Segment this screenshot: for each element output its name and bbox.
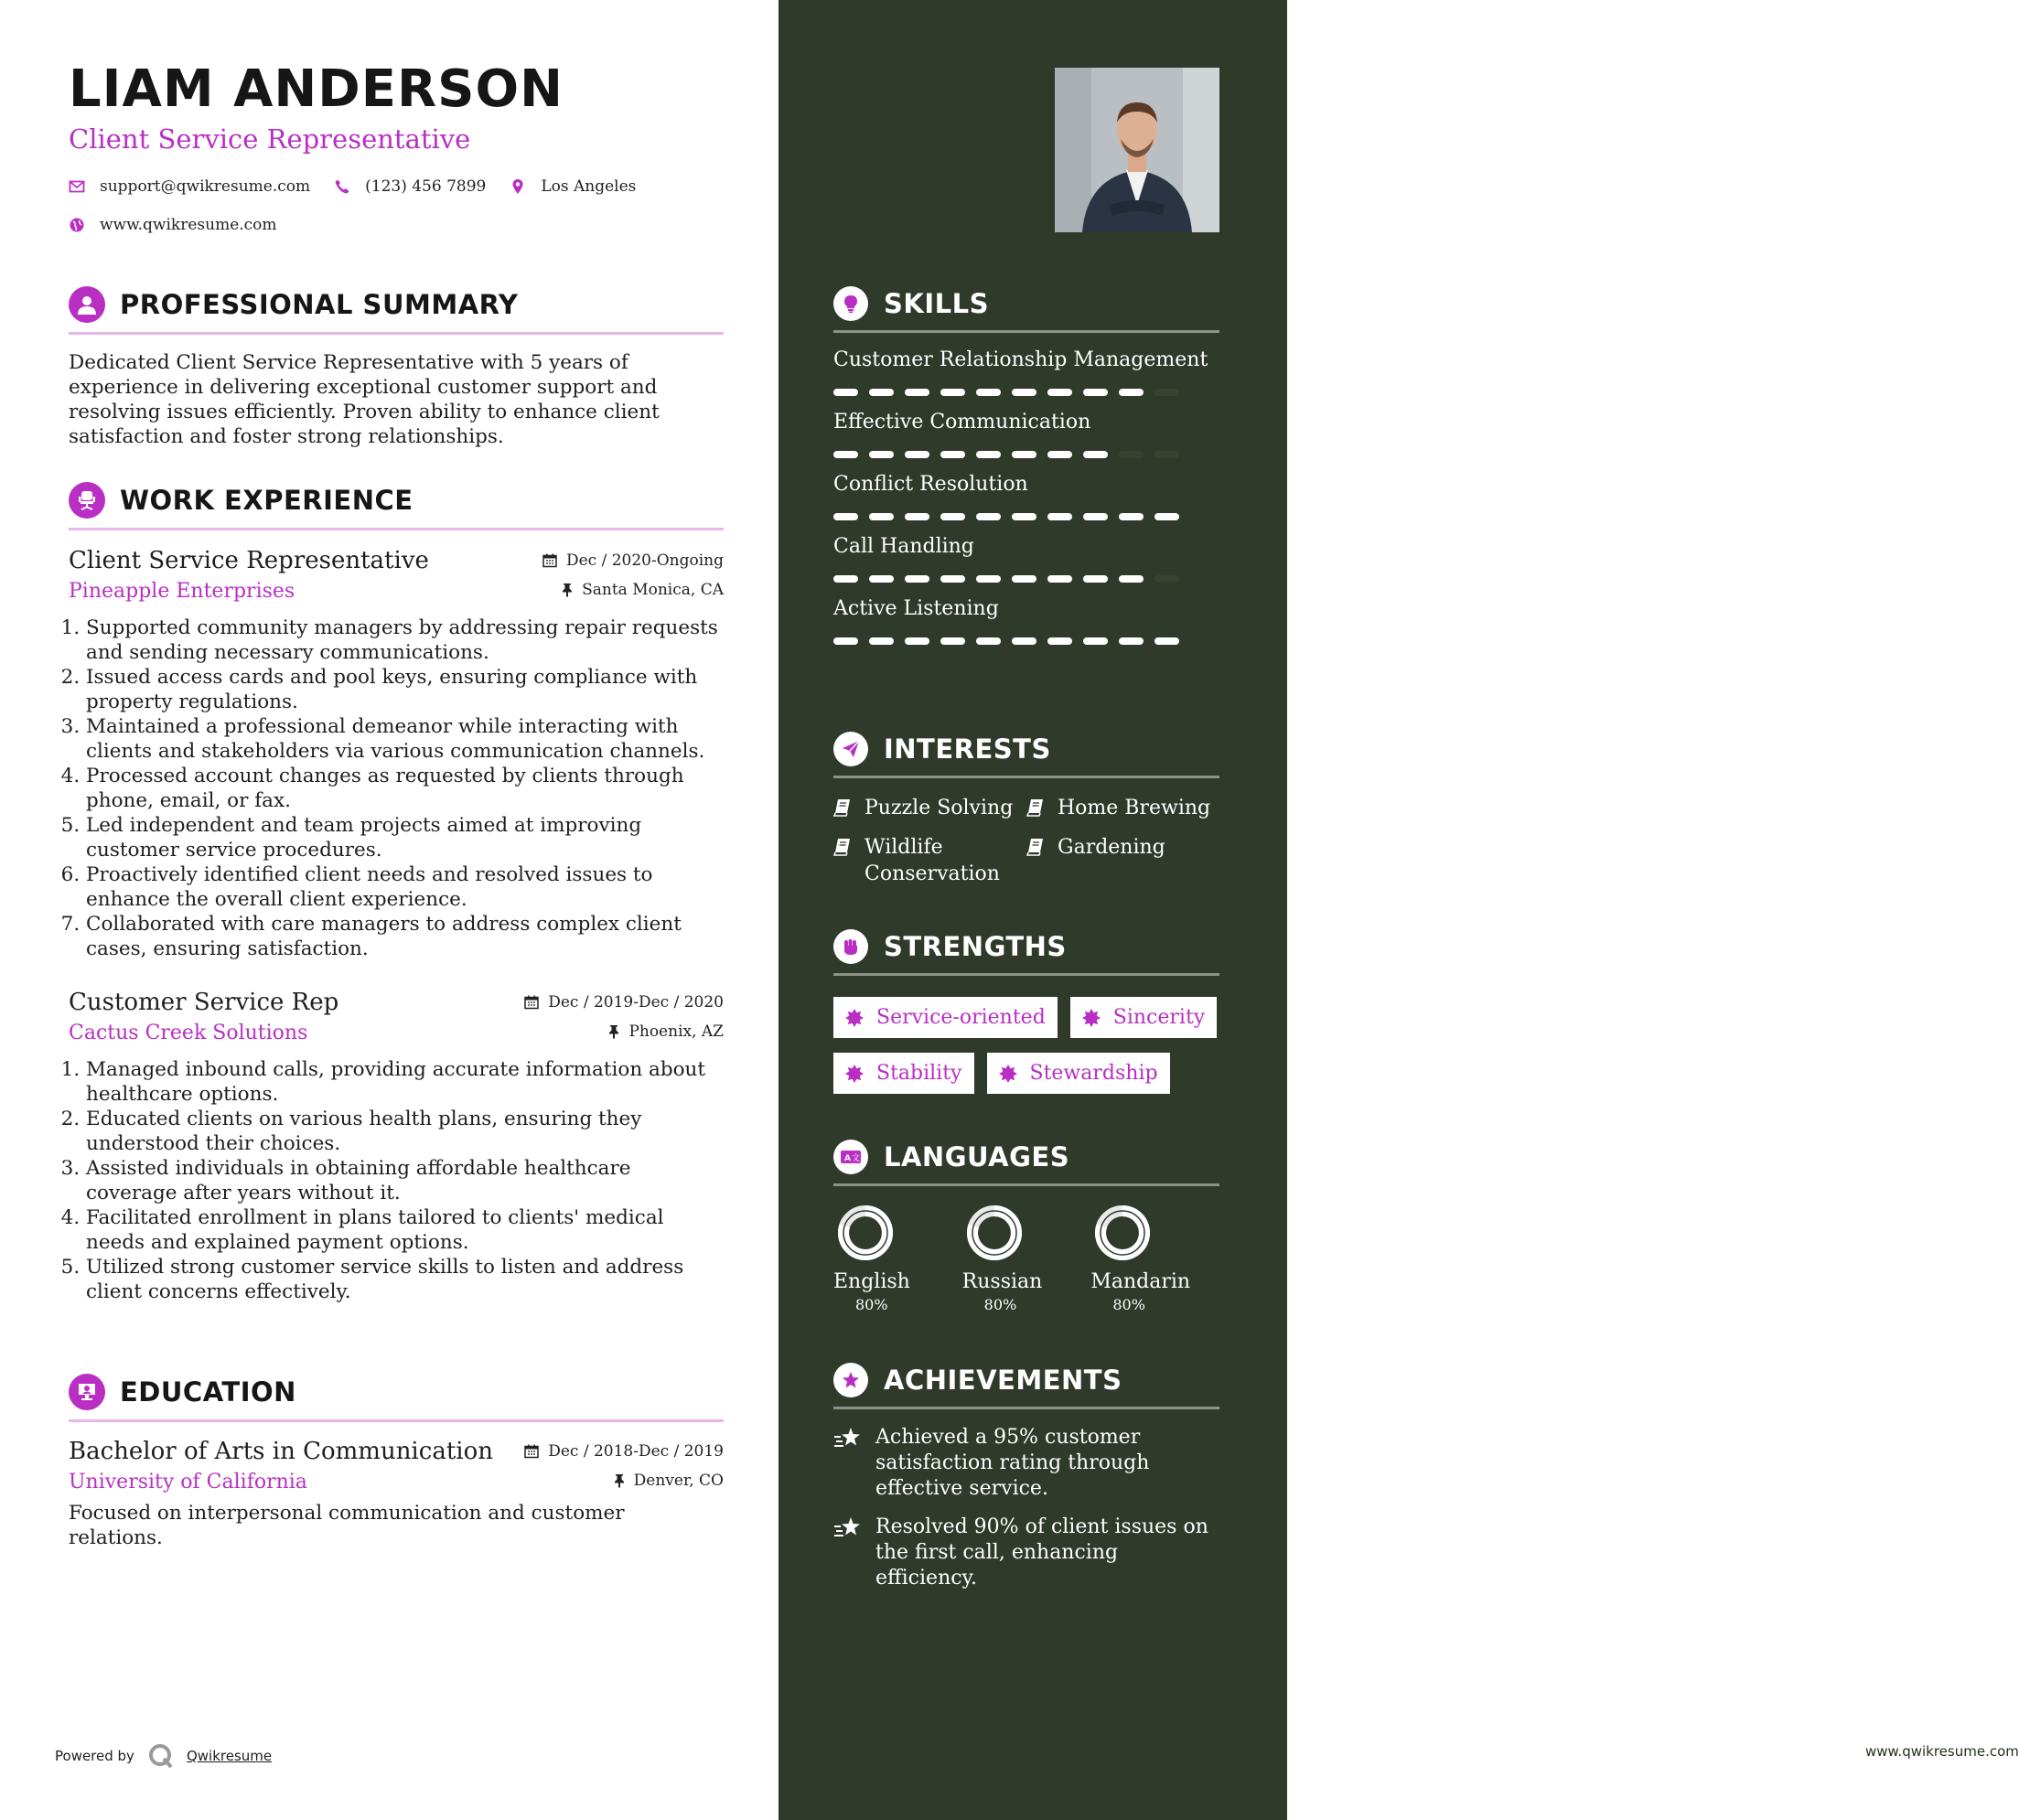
language-name: English [833, 1270, 910, 1293]
rating-dot [869, 389, 894, 396]
contact-row-2 [69, 216, 301, 234]
contact-phone[interactable] [334, 177, 486, 196]
powered-by-text: Powered by [55, 1748, 134, 1764]
rating-dot [905, 575, 929, 583]
pushpin-icon [608, 1024, 619, 1039]
job-location-text: Phoenix, AZ [628, 1022, 724, 1041]
interest-label: Wildlife Conservation [865, 836, 1000, 885]
duties-list [69, 616, 724, 961]
rating-dot [905, 513, 929, 520]
language-percent: 80% [855, 1296, 888, 1313]
rating-dot [976, 513, 1001, 520]
rating-dot [940, 389, 965, 396]
strength-label: Stability [876, 1062, 962, 1085]
summary-section [69, 286, 724, 449]
school-name: University of California [69, 1471, 307, 1493]
skill-rating [833, 637, 1219, 645]
user-icon [69, 286, 105, 323]
rating-dot [1154, 575, 1179, 583]
rating-dot [1154, 513, 1179, 520]
skill-name: Customer Relationship Management [833, 348, 1208, 371]
rating-dot [1047, 513, 1072, 520]
strength-chip [833, 997, 1058, 1038]
education-header [69, 1374, 724, 1422]
lightbulb-icon [833, 286, 868, 321]
book-icon [1026, 838, 1045, 856]
rating-dot [940, 451, 965, 458]
calendar-icon [524, 1444, 539, 1459]
languages-header [833, 1140, 1219, 1186]
book-icon [833, 838, 852, 856]
company-name: Pineapple Enterprises [69, 580, 295, 603]
job-entry [69, 989, 724, 1304]
duty-item: 1. Supported community managers by addressing repair requests and sending necessary communications. [86, 616, 724, 665]
interest-label: Home Brewing [1058, 797, 1211, 819]
rating-dot [1119, 513, 1144, 520]
skill-name: Call Handling [833, 535, 974, 558]
strengths-header [833, 929, 1219, 976]
interests-section [833, 732, 1219, 887]
duty-item: 1. Managed inbound calls, providing accurate information about healthcare options. [86, 1057, 724, 1107]
work-heading: WORK EXPERIENCE [120, 485, 413, 516]
rating-dot [905, 451, 929, 458]
rating-dot [905, 637, 929, 645]
star-badge-icon [833, 1363, 868, 1397]
work-section [69, 482, 724, 1304]
company-name: Cactus Creek Solutions [69, 1022, 308, 1044]
book-icon [833, 798, 852, 817]
duty-item: 3. Maintained a professional demeanor while interacting with clients and stakeholders via various communication channels. [86, 714, 724, 764]
duty-item: 5. Led independent and team projects aimed at improving customer service procedures. [86, 813, 724, 862]
skill-name: Conflict Resolution [833, 473, 1028, 496]
job-location-text: Santa Monica, CA [582, 581, 724, 599]
language-donut [1094, 1204, 1151, 1261]
skills-heading: SKILLS [884, 288, 989, 319]
job-date-text: Dec / 2019-Dec / 2020 [548, 993, 724, 1012]
job-title: Client Service Representative [69, 547, 429, 574]
language-percent: 80% [983, 1296, 1017, 1313]
rating-dot [1083, 451, 1108, 458]
badge-icon [999, 1065, 1017, 1083]
rating-dot [1047, 451, 1072, 458]
job-date [524, 993, 724, 1012]
contact-email[interactable] [69, 177, 310, 196]
education-date-text: Dec / 2018-Dec / 2019 [548, 1442, 724, 1461]
strength-chip [1070, 997, 1217, 1038]
badge-icon [1082, 1009, 1101, 1027]
interests-heading: INTERESTS [884, 733, 1051, 765]
powered-by [55, 1742, 272, 1770]
job-entry [69, 547, 724, 961]
interest-item [833, 834, 1026, 887]
translate-icon [833, 1140, 868, 1174]
book-icon [1026, 798, 1045, 817]
education-date [524, 1442, 724, 1461]
education-heading: EDUCATION [120, 1376, 296, 1408]
achievements-section [833, 1363, 1219, 1591]
candidate-name: LIAM ANDERSON [69, 59, 564, 119]
phone-icon [334, 178, 350, 195]
rating-dot [976, 389, 1001, 396]
achievements-heading: ACHIEVEMENTS [884, 1365, 1122, 1396]
strength-label: Stewardship [1029, 1062, 1158, 1085]
duty-item: 2. Educated clients on various health plans, ensuring they understood their choices. [86, 1107, 724, 1156]
duty-item: 2. Issued access cards and pool keys, ensuring compliance with property regulations. [86, 665, 724, 714]
skill-rating [833, 451, 1219, 458]
interests-list [833, 795, 1219, 887]
education-location [614, 1472, 724, 1490]
achievement-text: Resolved 90% of client issues on the first call, enhancing efficiency. [875, 1515, 1208, 1590]
profile-photo [1055, 68, 1219, 232]
language-item [833, 1204, 962, 1313]
job-title: Customer Service Rep [69, 989, 339, 1016]
job-location [608, 1022, 724, 1041]
rating-dot [833, 575, 858, 583]
rating-dot [1047, 637, 1072, 645]
map-pin-icon [510, 178, 526, 195]
graduation-icon [69, 1374, 105, 1410]
globe-icon [69, 217, 85, 233]
skill-rating [833, 575, 1219, 583]
rating-dot [1083, 575, 1108, 583]
strengths-section [833, 929, 1219, 1094]
contact-row [69, 177, 660, 196]
badge-icon [845, 1009, 864, 1027]
rating-dot [1119, 451, 1144, 458]
shooting-star-icon [833, 1427, 861, 1451]
rating-dot [1083, 389, 1108, 396]
rating-dot [1083, 513, 1108, 520]
fist-icon [833, 929, 868, 964]
skills-header [833, 286, 1219, 333]
svg-text:文: 文 [852, 1154, 861, 1163]
rating-dot [1012, 637, 1036, 645]
footer-site: www.qwikresume.com [1865, 1743, 2019, 1760]
achievement-item [833, 1515, 1219, 1591]
interest-item [833, 795, 1026, 821]
rating-dot [1012, 389, 1036, 396]
pushpin-icon [562, 583, 573, 597]
calendar-icon [542, 553, 557, 568]
duty-item: 4. Facilitated enrollment in plans tailored to clients' medical needs and explained payment options. [86, 1205, 724, 1255]
achievement-item [833, 1425, 1219, 1502]
skill-item [833, 348, 1219, 396]
strength-label: Sincerity [1112, 1006, 1206, 1029]
strengths-list [833, 997, 1219, 1094]
languages-heading: LANGUAGES [884, 1141, 1070, 1172]
rating-dot [976, 451, 1001, 458]
language-donut [837, 1204, 894, 1261]
qwikresume-logo-icon [147, 1742, 175, 1770]
work-header [69, 482, 724, 530]
rating-dot [1083, 637, 1108, 645]
interest-item [1026, 795, 1219, 821]
language-donut [966, 1204, 1023, 1261]
interest-label: Puzzle Solving [865, 797, 1014, 819]
interests-header [833, 732, 1219, 778]
education-section [69, 1374, 724, 1550]
phone-text: (123) 456 7899 [365, 177, 487, 196]
rating-dot [1012, 575, 1036, 583]
rating-dot [1012, 451, 1036, 458]
qwikresume-link[interactable]: Qwikresume [186, 1748, 273, 1764]
skill-item [833, 473, 1219, 520]
job-date [542, 551, 724, 570]
languages-section [833, 1140, 1219, 1313]
strength-chip [833, 1053, 974, 1094]
rating-dot [869, 451, 894, 458]
contact-website[interactable] [69, 216, 277, 234]
achievements-list [833, 1425, 1219, 1591]
contact-location [510, 177, 636, 196]
duty-item: 3. Assisted individuals in obtaining affordable healthcare coverage after years without it. [86, 1156, 724, 1205]
rating-dot [869, 637, 894, 645]
degree-title: Bachelor of Arts in Communication [69, 1438, 493, 1465]
achievement-text: Achieved a 95% customer satisfaction rating through effective service. [875, 1426, 1150, 1500]
job-location [562, 581, 724, 599]
skill-name: Active Listening [833, 597, 999, 620]
rating-dot [1154, 637, 1179, 645]
strength-chip [987, 1053, 1170, 1094]
summary-heading: PROFESSIONAL SUMMARY [120, 289, 519, 320]
profile-photo-image [1055, 68, 1219, 232]
duty-item: 6. Proactively identified client needs and resolved issues to enhance the overall client experience. [86, 862, 724, 912]
website-text: www.qwikresume.com [100, 216, 277, 234]
duty-item: 4. Processed account changes as requested by clients through phone, email, or fax. [86, 764, 724, 813]
skill-rating [833, 389, 1219, 396]
achievements-header [833, 1363, 1219, 1409]
duties-list [69, 1057, 724, 1304]
skill-item [833, 411, 1219, 458]
language-item [1090, 1204, 1219, 1313]
language-name: Russian [961, 1270, 1043, 1293]
main-column [0, 0, 779, 1820]
interest-item [1026, 834, 1219, 887]
location-text: Los Angeles [541, 177, 637, 196]
skill-name: Effective Communication [833, 411, 1091, 434]
skill-rating [833, 513, 1219, 520]
rating-dot [1047, 389, 1072, 396]
skill-item [833, 535, 1219, 583]
rating-dot [1119, 575, 1144, 583]
rating-dot [1012, 513, 1036, 520]
language-name: Mandarin [1090, 1270, 1191, 1293]
svg-text:A: A [844, 1154, 851, 1163]
rating-dot [976, 637, 1001, 645]
email-text: support@qwikresume.com [100, 177, 311, 196]
shooting-star-icon [833, 1516, 861, 1540]
rating-dot [833, 451, 858, 458]
rating-dot [905, 389, 929, 396]
languages-list [833, 1204, 1219, 1313]
rating-dot [833, 389, 858, 396]
duty-item: 5. Utilized strong customer service skills to listen and address client concerns effectively. [86, 1255, 724, 1304]
rating-dot [1154, 451, 1179, 458]
education-location-text: Denver, CO [633, 1472, 724, 1490]
job-date-text: Dec / 2020-Ongoing [565, 551, 724, 570]
skill-item [833, 597, 1219, 645]
rating-dot [869, 575, 894, 583]
language-percent: 80% [1112, 1296, 1145, 1313]
skills-list [833, 348, 1219, 645]
rating-dot [833, 513, 858, 520]
rating-dot [1154, 389, 1179, 396]
pushpin-icon [614, 1473, 625, 1488]
rating-dot [940, 513, 965, 520]
rating-dot [833, 637, 858, 645]
education-description: Focused on interpersonal communication and customer relations. [69, 1502, 625, 1549]
interest-label: Gardening [1058, 836, 1165, 859]
summary-text: Dedicated Client Service Representative with 5 years of experience in delivering exceptional customer support and resolving issues efficiently. Proven ability to enhance client satisfaction and foster strong relationships. [69, 351, 660, 448]
badge-icon [845, 1065, 864, 1083]
rating-dot [940, 575, 965, 583]
summary-header [69, 286, 724, 335]
rating-dot [940, 637, 965, 645]
rating-dot [869, 513, 894, 520]
strengths-heading: STRENGTHS [884, 931, 1067, 962]
job-title: Client Service Representative [69, 123, 471, 155]
skills-section [833, 286, 1219, 659]
office-chair-icon [69, 482, 105, 519]
rating-dot [1119, 389, 1144, 396]
language-item [962, 1204, 1091, 1313]
strength-label: Service-oriented [876, 1006, 1046, 1029]
envelope-icon [69, 178, 85, 195]
rating-dot [976, 575, 1001, 583]
duty-item: 7. Collaborated with care managers to address complex client cases, ensuring satisfaction. [86, 912, 724, 961]
paper-plane-icon [833, 732, 868, 766]
rating-dot [1047, 575, 1072, 583]
rating-dot [1119, 637, 1144, 645]
calendar-icon [524, 995, 539, 1010]
